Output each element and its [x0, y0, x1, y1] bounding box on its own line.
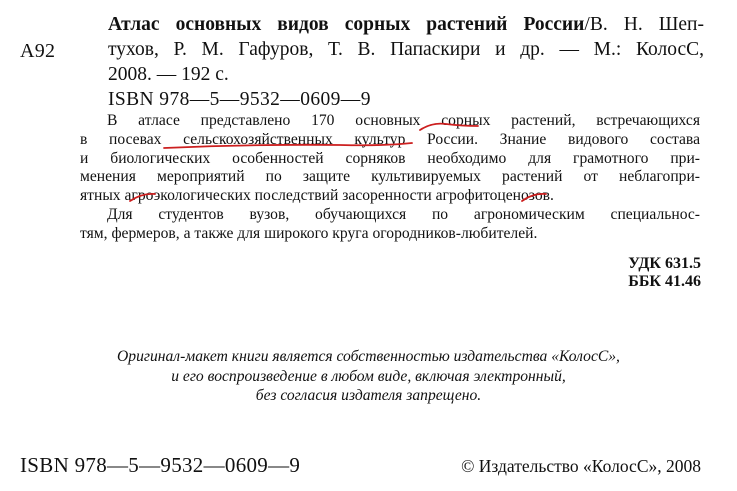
biblio-line-3: 2008. — 192 с.: [108, 64, 229, 85]
abstract-line: ятных агроэкологических последствий засоренности агрофитоценозов.: [80, 187, 554, 205]
audience-line: Для студентов вузов, обучающихся по агрономическим специальнос-: [107, 205, 700, 223]
udk-code: УДК 631.5: [628, 255, 701, 272]
biblio-line-2: тухов, Р. М. Гафуров, Т. В. Папаскири и др. — М.: КолосС,: [108, 39, 704, 60]
abstract: [80, 112, 700, 244]
bibliographic-record: [108, 12, 704, 112]
isbn-top: ISBN 978—5—9532—0609—9: [108, 89, 371, 110]
library-code: А92: [20, 40, 56, 62]
abstract-line: менения мероприятий по защите культивируемых растений от неблагопри-: [80, 168, 700, 186]
notice-line: и его воспроизведение в любом виде, включая электронный,: [171, 367, 566, 385]
publisher-copyright: © Издательство «КолосС», 2008: [461, 456, 701, 476]
notice-line: без согласия издателя запрещено.: [255, 387, 482, 404]
classification-codes: [628, 255, 701, 291]
isbn-bottom: ISBN 978—5—9532—0609—9: [20, 453, 301, 477]
abstract-line: В атласе представлено 170 основных сорных растений, встречающихся: [107, 112, 700, 129]
notice-line: Оригинал-макет книги является собственностью издательства «КолосС»,: [117, 348, 620, 365]
authors-start: /В. Н. Шеп-: [584, 14, 704, 35]
abstract-line: в посевах сельскохозяйственных культур России. Знание видового состава: [80, 130, 700, 148]
bbk-code: ББК 41.46: [628, 273, 701, 290]
copyright-notice: [0, 347, 737, 406]
audience-line: тям, фермеров, а также для широкого круга огородников-любителей.: [80, 224, 538, 242]
biblio-line-1: [108, 12, 704, 37]
book-title: Атлас основных видов сорных растений России: [108, 14, 585, 35]
abstract-line: и биологических особенностей сорняков необходимо для грамотного при-: [80, 149, 700, 167]
